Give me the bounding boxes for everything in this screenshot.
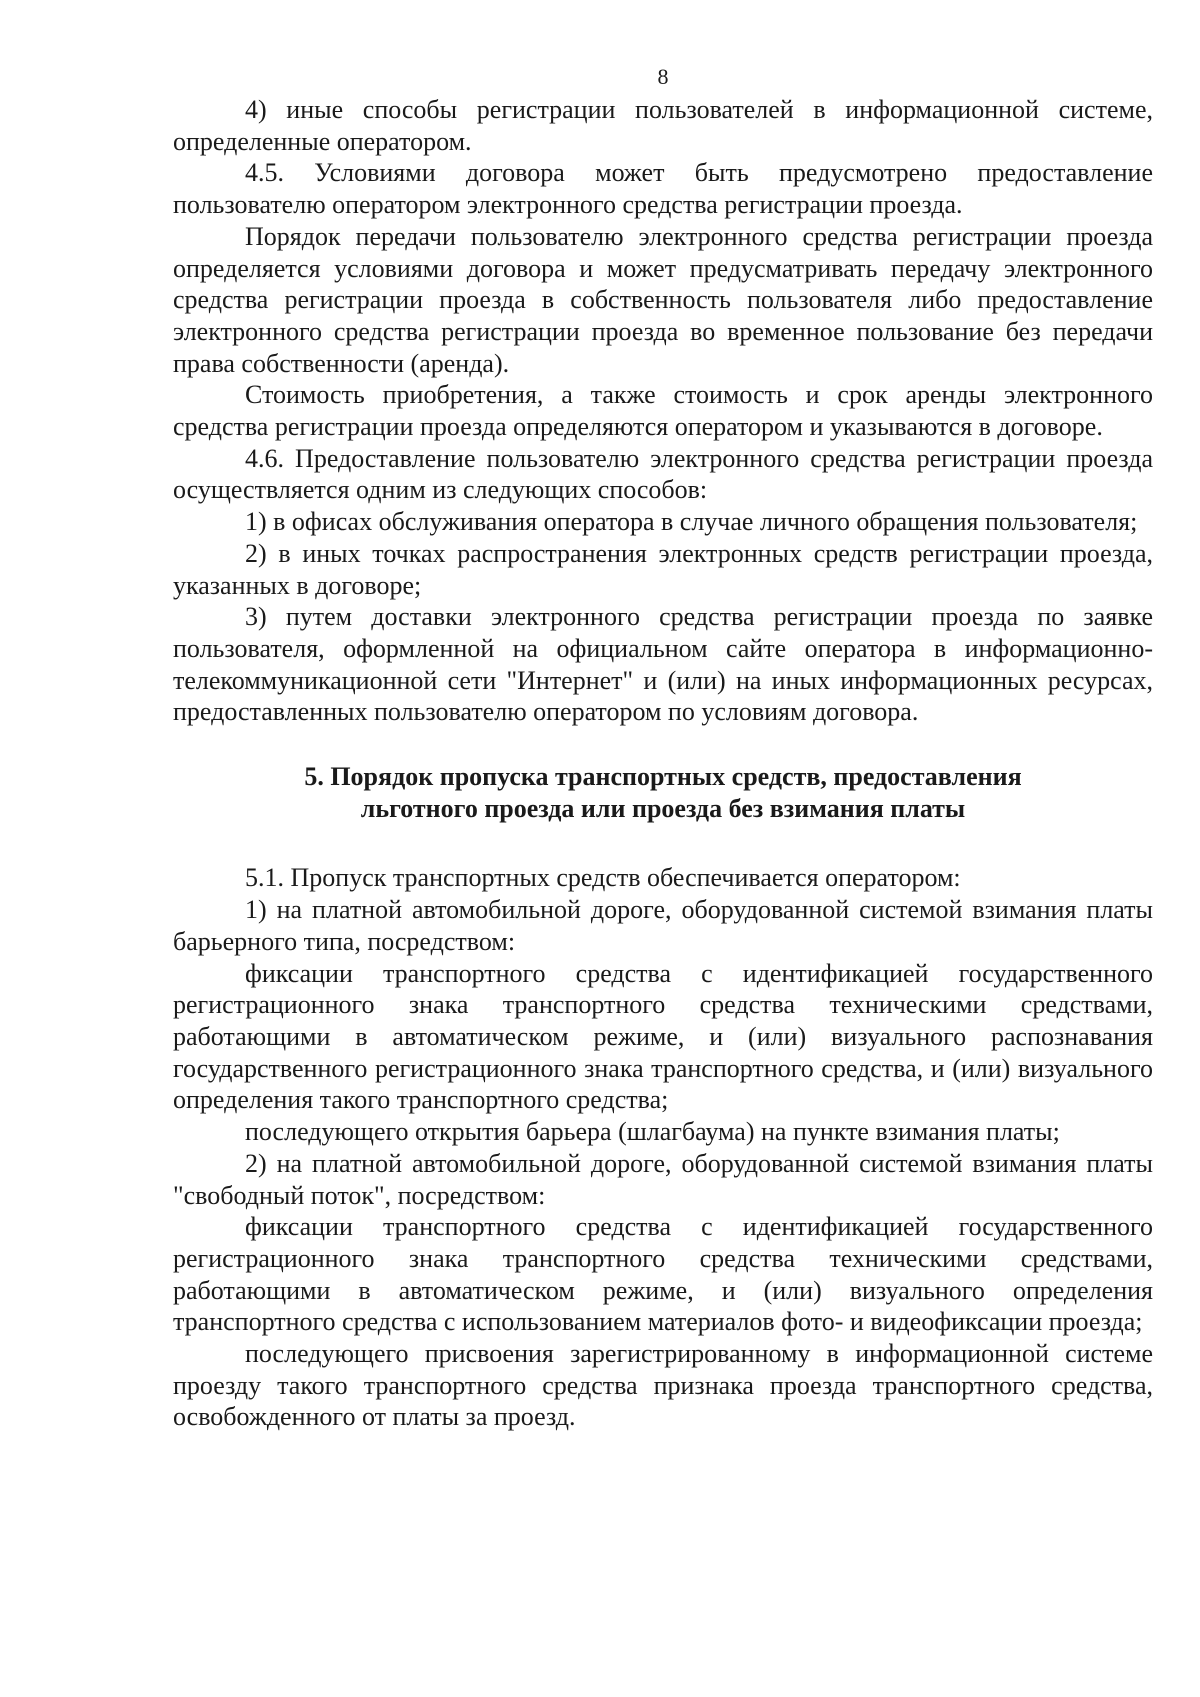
section-4-body	[173, 94, 1153, 728]
paragraph: 2) на платной автомобильной дороге, оборудованной системой взимания платы "свободный поток", посредством:	[173, 1148, 1153, 1210]
paragraph: 2) в иных точках распространения электронных средств регистрации проезда, указанных в договоре;	[173, 538, 1153, 600]
section-5-heading	[173, 761, 1153, 824]
paragraph: 4.6. Предоставление пользователю электронного средства регистрации проезда осуществляется одним из следующих способов:	[173, 443, 1153, 505]
paragraph: Стоимость приобретения, а также стоимость и срок аренды электронного средства регистрации проезда определяются оператором и указываются в договоре.	[173, 380, 1153, 442]
paragraph: 5.1. Пропуск транспортных средств обеспечивается оператором:	[245, 863, 961, 893]
paragraph: Порядок передачи пользователю электронного средства регистрации проезда определяется условиями договора и может предусматривать передачу электронного средства регистрации проезда в собственность пользователя либо предоставление электронного средства регистрации проезда во временное пользование без передачи права собственности (аренда).	[173, 221, 1153, 378]
paragraph: фиксации транспортного средства с идентификацией государственного регистрационного знака транспортного средства техническими средствами, работающими в автоматическом режиме, и (или) визуального распознавания государственного регистрационного знака транспортного средства, и (или) визуального определения такого транспортного средства;	[173, 958, 1153, 1115]
section-5-body	[173, 862, 1153, 1433]
heading-line: 5. Порядок пропуска транспортных средств, предоставления	[304, 762, 1022, 792]
paragraph: последующего присвоения зарегистрированному в информационной системе проезду такого транспортного средства признака проезда транспортного средства, освобожденного от платы за проезд.	[173, 1339, 1153, 1432]
paragraph: 4.5. Условиями договора может быть предусмотрено предоставление пользователю оператором электронного средства регистрации проезда.	[173, 158, 1153, 220]
paragraph: последующего открытия барьера (шлагбаума) на пункте взимания платы;	[245, 1117, 1060, 1147]
document-page	[173, 62, 1153, 1433]
heading-line: льготного проезда или проезда без взимания платы	[360, 793, 966, 823]
paragraph: 1) на платной автомобильной дороге, оборудованной системой взимания платы барьерного типа, посредством:	[173, 895, 1153, 956]
paragraph: 3) путем доставки электронного средства регистрации проезда по заявке пользователя, оформленной на официальном сайте оператора в информационно-телекоммуникационной сети "Интернет" и (или) на иных информационных ресурсах, предоставленных пользователю оператором по условиям договора.	[173, 602, 1153, 727]
page-number: 8	[657, 64, 669, 89]
paragraph: фиксации транспортного средства с идентификацией государственного регистрационного знака транспортного средства техническими средствами, работающими в автоматическом режиме, и (или) визуального определения транспортного средства с использованием материалов фото- и видеофиксации проезда;	[173, 1212, 1153, 1337]
paragraph: 4) иные способы регистрации пользователей в информационной системе, определенные оператором.	[173, 95, 1153, 156]
paragraph: 1) в офисах обслуживания оператора в случае личного обращения пользователя;	[245, 507, 1138, 537]
